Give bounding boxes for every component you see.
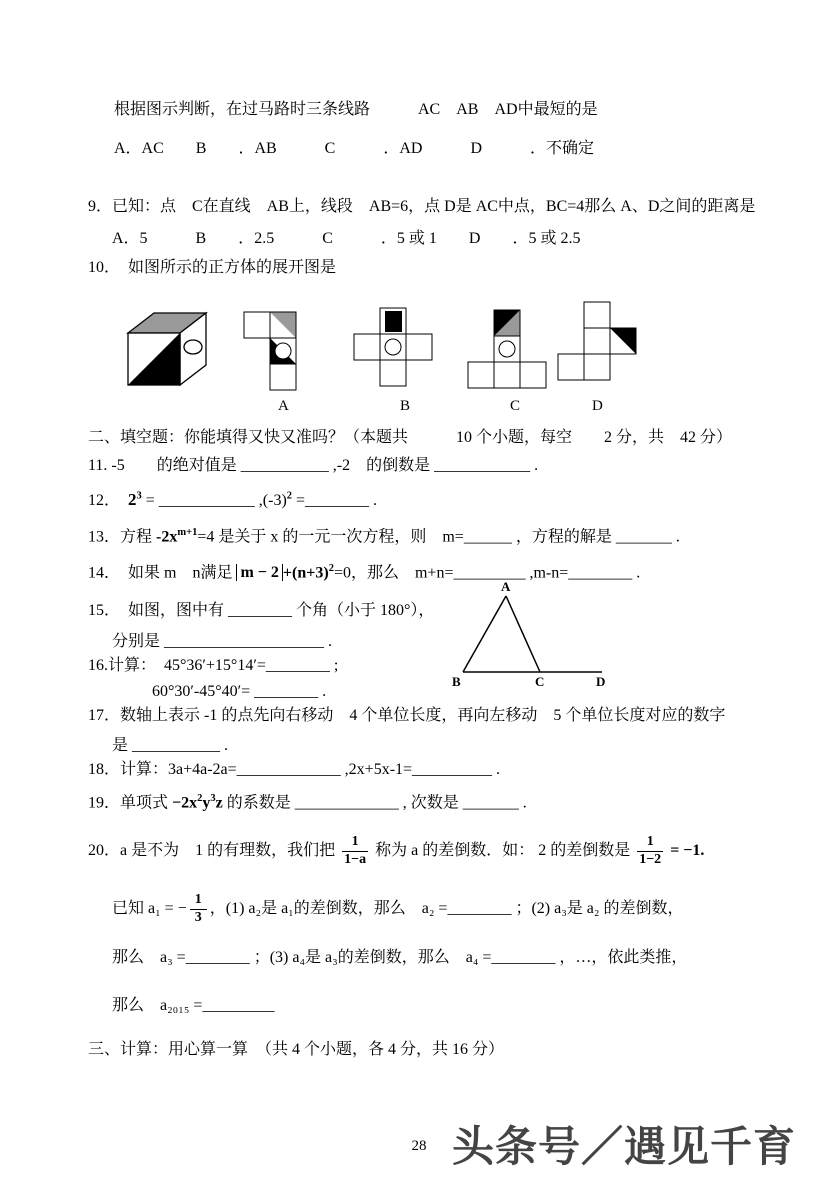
fraction-denominator: 3 (194, 909, 202, 925)
q12-mid: = ____________ ,(-3) (141, 492, 287, 509)
net-c-square (494, 362, 520, 388)
q13-tail: =4 是关于 x 的一元一次方程，则 m=______ ，方程的解是 _______ . (197, 528, 680, 546)
q20-line1 (88, 834, 704, 869)
q20-l1c: = −1. (666, 841, 705, 859)
q19-exp-2: 3 (210, 793, 216, 804)
net-a-label: A (278, 398, 289, 414)
q17-line2: 是 ___________ . (112, 737, 229, 754)
q8-options: A．AC B ．AB C ．AD D ．不确定 (114, 140, 595, 157)
net-d-square (558, 354, 584, 380)
q12-tail: =________ . (292, 492, 378, 509)
page-number: 28 (411, 1138, 427, 1154)
net-d-square (584, 354, 610, 380)
net-b-figure (352, 306, 436, 390)
q14-prefix: 14． 如果 m n满足 (88, 564, 237, 582)
net-c-square (468, 362, 494, 388)
q20-l1b: 称为 a 的差倒数．如： 2 的差倒数是 (371, 841, 635, 859)
q20-l1a: 20．a 是不为 1 的有理数，我们把 (88, 841, 340, 859)
section2-header: 二、填空题：你能填得又快又准吗？（本题共 10 个小题，每空 2 分，共 42 分） (88, 429, 733, 446)
q12-prefix: 12． (88, 492, 129, 509)
q9-options: A．5 B ．2.5 C ．5 或 1 D ．5 或 2.5 (112, 230, 581, 247)
q20-fraction-1 (342, 834, 368, 869)
q12 (88, 489, 377, 511)
net-c-label: C (510, 398, 521, 414)
q19-tail: 的系数是 _____________ , 次数是 _______ . (222, 794, 527, 812)
q15-triangle-svg (450, 582, 612, 692)
net-d-square (584, 302, 610, 328)
net-c-figure (466, 308, 550, 392)
q8-stem: 根据图示判断，在过马路时三条线路 AC AB AD中最短的是 (114, 101, 598, 118)
q19 (88, 792, 527, 813)
fraction-denominator: 1−2 (639, 851, 662, 867)
q10-stem: 10． 如图所示的正方体的展开图是 (88, 259, 337, 276)
net-b-square (380, 360, 406, 386)
q15-line1: 15． 如图，图中有 ________ 个角（小于 180°）， (88, 602, 435, 619)
q9-stem: 9．已知：点 C在直线 AB上，线段 AB=6，点 D是 AC中点，BC=4那么 A、D之间的距离是 (88, 198, 756, 215)
net-d-square (584, 328, 610, 354)
net-b-circle-mark (385, 339, 401, 355)
q11: 11. -5 的绝对值是 ___________ ,-2 的倒数是 ____________ . (88, 457, 539, 474)
vertex-d-label: D (596, 674, 606, 689)
q12-exponent: 3 (136, 490, 142, 502)
net-b-square (406, 334, 432, 360)
q20-line4: 那么 a₂₀₁₅ =_________ (112, 997, 275, 1014)
q20-fraction-2 (637, 834, 663, 869)
fraction-numerator: 1 (637, 834, 663, 852)
edge-ac (506, 596, 540, 672)
cube-figure-svg (116, 303, 220, 397)
fraction-numerator: 1 (342, 834, 368, 852)
q19-exp-1: 2 (197, 793, 203, 804)
q14-mid: +(n+3) (282, 564, 329, 582)
q13-formula: -2x (156, 528, 178, 546)
q15-line2: 分别是 ____________________ . (112, 633, 333, 650)
q17-line1: 17．数轴上表示 -1 的点先向右移动 4 个单位长度，再向左移动 5 个单位长度对应的数字 (88, 707, 726, 724)
vertex-c-label: C (535, 674, 545, 689)
vertex-a-label: A (501, 579, 511, 594)
q19-monomial-3: z (215, 794, 223, 812)
net-a-svg (242, 310, 326, 394)
q12-exponent2: 2 (286, 490, 293, 502)
net-a-square (244, 312, 270, 338)
q19-monomial-2: y (202, 794, 211, 812)
net-c-svg (466, 308, 550, 392)
cube-circle-mark (184, 340, 202, 354)
q18: 18．计算：3a+4a-2a=_____________ ,2x+5x-1=__________ . (88, 761, 501, 778)
q20-fraction-3 (190, 892, 207, 927)
net-a-circle-mark (275, 343, 291, 359)
cube-figure (116, 303, 220, 397)
q14 (88, 562, 640, 583)
q20-l2a: 已知 a₁ = − (112, 899, 187, 917)
q13-prefix: 13．方程 (88, 528, 157, 546)
net-b-square (354, 334, 380, 360)
q14-tail: =0，那么 m+n=_________ ,m-n=________ . (333, 564, 641, 582)
q16-line2: 60°30′-45°40′= ________ . (152, 683, 327, 700)
fraction-denominator: 1−a (344, 851, 367, 867)
net-a-square (270, 364, 296, 390)
net-d-figure (556, 300, 640, 388)
q14-exponent: 2 (328, 563, 334, 574)
q20-line2 (112, 892, 683, 927)
net-d-svg (556, 300, 640, 388)
net-b-label: B (400, 398, 411, 414)
net-a-figure (242, 310, 326, 394)
q20-l2b: ，(1) a₂是 a₁的差倒数，那么 a₂ =________ ；(2) a₃是 a₂ 的差倒数， (209, 899, 684, 917)
q13-exponent: m+1 (177, 527, 198, 538)
q14-absolute-value: m − 2 (236, 564, 282, 581)
q16-line1: 16.计算： 45°36′+15°14′=________ ; (88, 657, 339, 674)
q12-base: 2 (128, 490, 137, 509)
section3-header: 三、计算：用心算一算 （共 4 个小题，各 4 分，共 16 分） (88, 1041, 505, 1058)
q19-prefix: 19．单项式 (88, 794, 173, 812)
vertex-b-label: B (452, 674, 461, 689)
q19-monomial-1: −2x (172, 794, 198, 812)
net-c-square (520, 362, 546, 388)
q13 (88, 526, 680, 547)
net-b-black-square (385, 311, 402, 332)
net-b-svg (352, 306, 436, 390)
q20-line3: 那么 a₃ =________ ；(3) a₄是 a₃的差倒数，那么 a₄ =________ ，…，依此类推， (112, 949, 688, 966)
fraction-numerator: 1 (190, 892, 207, 910)
watermark: 头条号／遇见千育 (452, 1123, 797, 1170)
edge-ab (463, 596, 506, 672)
net-d-label: D (592, 398, 603, 414)
net-c-circle-mark (499, 341, 515, 357)
q15-triangle-figure (450, 579, 612, 692)
